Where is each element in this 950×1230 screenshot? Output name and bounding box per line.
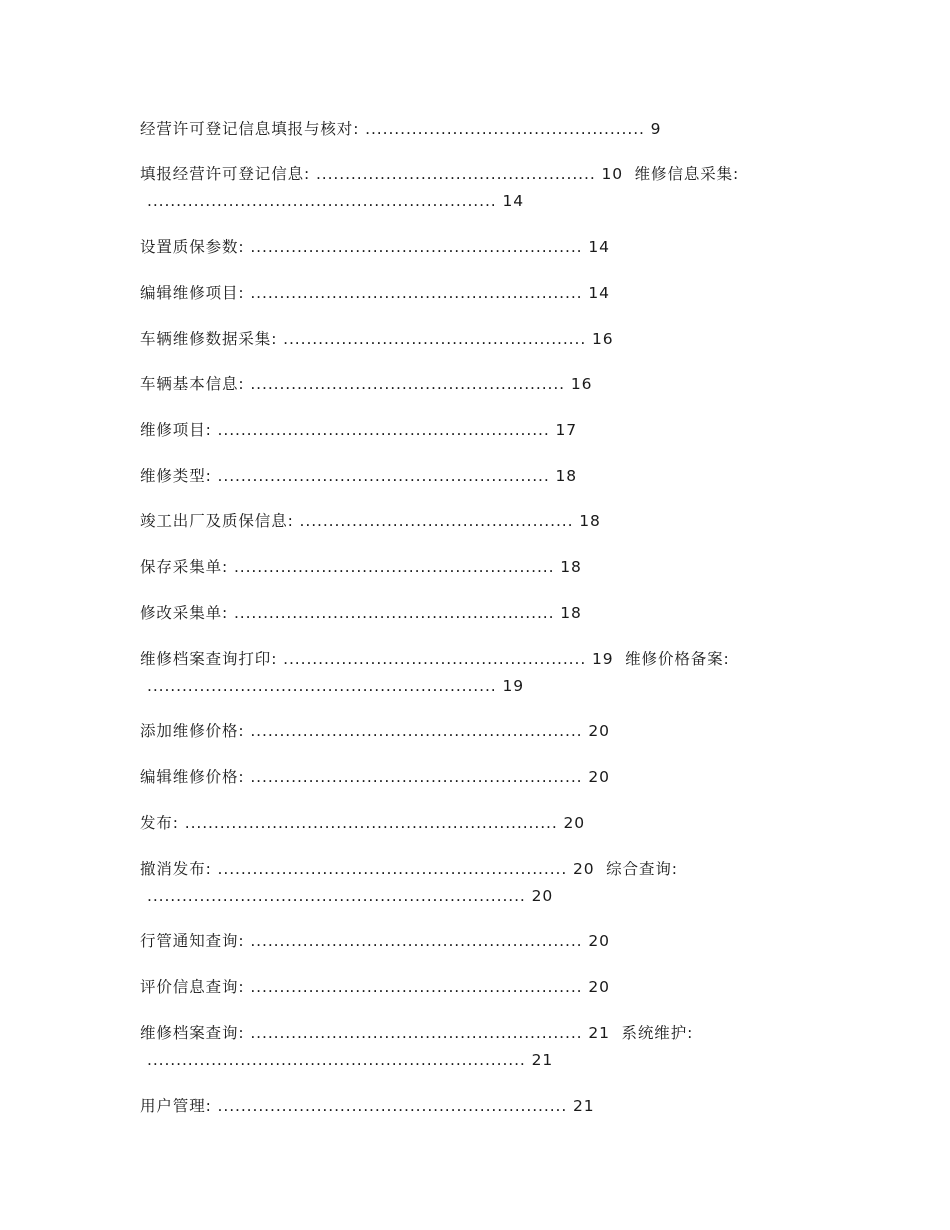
toc-entry-repair-items: 维修项目: ......................................................... 17 [140,421,578,439]
toc-entry-revoke-publish: 撤消发布: ............................................................ 20 综合查询: [140,860,678,878]
toc-entry-repair-info-collect-continued: ............................................................ 14 [147,192,524,210]
toc-entry-publish: 发布: ................................................................ 20 [140,814,586,832]
toc-entry-system-maintenance-continued: ................................................................. 21 [147,1051,554,1069]
toc-entry-business-license-fill-verify: 经营许可登记信息填报与核对: ................................................ 9 [140,120,662,138]
toc-entry-repair-price-filing-continued: ............................................................ 19 [147,677,524,695]
toc-entry-edit-repair-price: 编辑维修价格: ......................................................... 20 [140,768,610,786]
toc-entry-repair-type: 维修类型: ......................................................... 18 [140,467,578,485]
toc-entry-vehicle-basic-info: 车辆基本信息: ...................................................... 16 [140,375,593,393]
toc-entry-repair-archive-query: 维修档案查询: ......................................................... 21 系统维护: [140,1024,694,1042]
toc-entry-modify-collection-form: 修改采集单: ....................................................... 18 [140,604,582,622]
toc-entry-fill-license-info: 填报经营许可登记信息: ................................................ 10 维修信息采集: [140,165,740,183]
toc-entry-evaluation-query: 评价信息查询: ......................................................... 20 [140,978,610,996]
toc-entry-save-collection-form: 保存采集单: ....................................................... 18 [140,558,582,576]
toc-entry-admin-notice-query: 行管通知查询: ......................................................... 20 [140,932,610,950]
toc-entry-vehicle-repair-data: 车辆维修数据采集: .................................................... 16 [140,330,614,348]
toc-entry-warranty-params: 设置质保参数: ......................................................... 14 [140,238,610,256]
toc-entry-user-management: 用户管理: ............................................................ 21 [140,1097,595,1115]
toc-entry-repair-archive-print: 维修档案查询打印: .................................................... 19 维修价格备案: [140,650,730,668]
toc-entry-completion-warranty: 竣工出厂及质保信息: ............................................... 18 [140,512,601,530]
toc-entry-edit-repair-items: 编辑维修项目: ......................................................... 14 [140,284,610,302]
toc-entry-add-repair-price: 添加维修价格: ......................................................... 20 [140,722,610,740]
toc-entry-general-query-continued: ................................................................. 20 [147,887,554,905]
